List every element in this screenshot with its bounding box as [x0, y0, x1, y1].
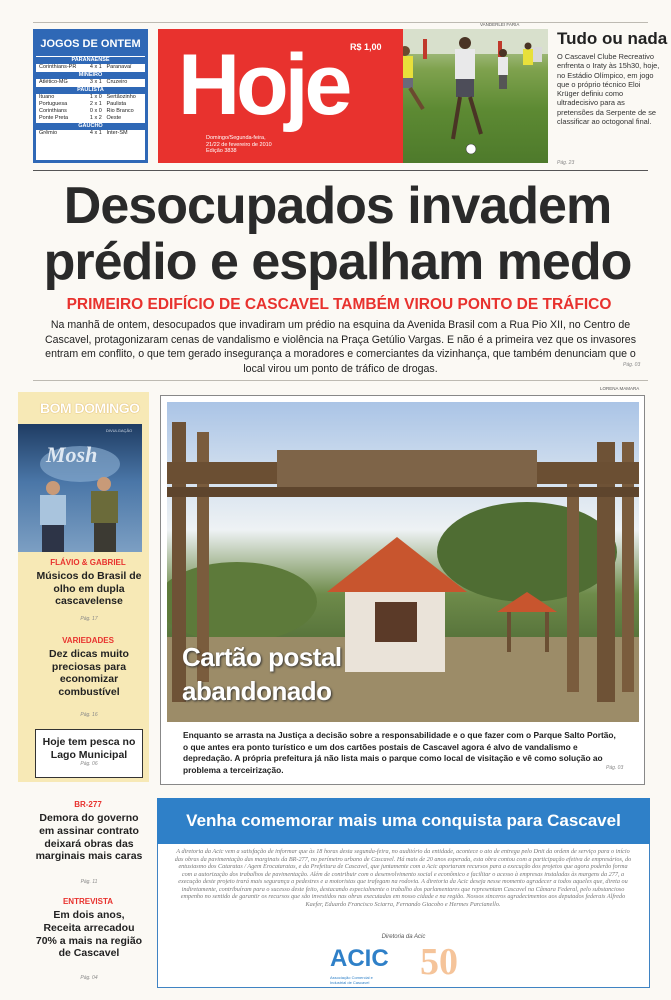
date-line-1: Domingo/Segunda-feira, — [206, 135, 266, 141]
score-row — [36, 101, 145, 108]
scores-group-header: PAULISTA — [36, 87, 145, 94]
score-row — [36, 115, 145, 122]
score-row — [36, 94, 145, 101]
top-rule — [33, 22, 648, 23]
score-row — [36, 130, 145, 137]
main-headline[interactable] — [35, 178, 640, 290]
flavio-ref: Pág. 17 — [80, 616, 98, 622]
entrevista-headline[interactable]: Em dois anos, Receita arrecadou 70% a mais na região de Cascavel — [35, 909, 143, 960]
scores-group-header: GAÚCHO — [36, 123, 145, 130]
score-row — [36, 64, 145, 71]
variedades-ref: Pág. 16 — [80, 712, 98, 718]
scores-title: JOGOS DE ONTEM — [36, 32, 145, 56]
scores-group-header: PARANAENSE — [36, 57, 145, 64]
band-promo-photo[interactable] — [18, 424, 142, 552]
br277-headline[interactable]: Demora do governo em assinar contrato deixará obras das marginais mais caras — [35, 812, 143, 863]
team-name: Cruzeiro — [106, 79, 128, 85]
team-name: Portuguesa — [39, 101, 68, 107]
tudo-page-ref: Pág. 23 — [557, 160, 575, 166]
advert-headline: Venha comemorar mais uma conquista para Cascavel — [157, 798, 650, 844]
anniversary-logo: 50 — [420, 941, 458, 983]
team-name: Rio Branco — [106, 108, 134, 114]
score-row — [36, 79, 145, 86]
promo-credit: DIVULGAÇÃO — [106, 428, 133, 433]
score-result: 0 x 0 — [89, 108, 102, 114]
entrevista-kicker: ENTREVISTA — [62, 897, 114, 906]
edition-date — [206, 135, 272, 155]
br277-kicker: BR-277 — [74, 800, 102, 809]
team-name: Corinthians — [39, 108, 67, 114]
score-result: 2 x 1 — [89, 101, 102, 107]
headline-line-1: Desocupados invadem — [63, 177, 612, 235]
newspaper-logo[interactable]: Hoje — [178, 37, 349, 133]
entrevista-ref: Pág. 04 — [80, 975, 98, 981]
date-line-3: Edição 3838 — [206, 148, 237, 154]
main-page-ref: Pág. 03 — [623, 362, 641, 368]
photo-title-line-1: Cartão postal — [182, 642, 342, 672]
football-photo[interactable] — [403, 29, 548, 163]
acic-logo: ACIC — [330, 945, 389, 972]
team-name: Oeste — [106, 115, 122, 121]
score-result: 4 x 1 — [89, 64, 102, 70]
team-name: Inter-SM — [106, 130, 128, 136]
pesca-headline: Hoje tem pesca no Lago Municipal — [42, 736, 136, 761]
score-result: 1 x 2 — [89, 115, 102, 121]
pesca-box[interactable] — [35, 729, 143, 778]
advert-body: A diretoria da Acic vem a satisfação de informar que às 18 horas desta segunda-feira, no auditório da entidade, acontece o ato de entrega pelo Dnit da ordem de serviço para o início das obras da pavimentação das marginais da BR-277, no perímetro urbano de Cascavel. Há mais de 20 anos esperada, esta obra contou com a participação efetiva de empresários, do entusiasmo dos Cataratas / Agem Erocataratas, e da Prefeitura de Cascavel, que juntamente com a Acic aportaram recursos para a execução dos projetos que agora poderão forma com a autorização dos trabalhos de pavimentação. Além de contribuir com o desenvolvimento social e econômico e facilitar o acesso à empresas instaladas às margens da 277, a execução deste projeto trará mais segurança a pedestres e a motoristas que trafegam na rodovia. A diretoria da Acic deseja nesse momento agradecer a todos aqueles que, direta ou indiretamente, contribuíram para o sucesso deste feito, destacando especialmente o trabalho dos parlamentares que representam Cascavel na Câmara Federal, pelo substancioso empenho no sentido de garantir os recursos que são investidos nas obras executadas em nosso cidade e na região. Nossos sinceros agradecimentos aos deputados federais Alfredo Kaefer, Eduardo Francisco Sciarra, Fernando Giacobo e Hermes Parcianello. — [174, 848, 632, 908]
team-name: Grêmio — [39, 130, 58, 136]
flavio-headline[interactable]: Músicos do Brasil de olho em dupla cascavelense — [36, 570, 142, 607]
main-lead: Na manhã de ontem, desocupados que invadiram um prédio na esquina da Avenida Brasil com a Rua Pio XII, no Centro de Cascavel, protagonizaram cenas de vandalismo e violência na Praça Getúlio Vargas. E não é a primeira vez que os invasores entram em conflito, o que tem gerado insegurança a moradores e comerciantes da vizinhança, que também denunciam que o local virou um ponto de tráfico de drogas. — [44, 319, 636, 375]
main-subhead: PRIMEIRO EDIFÍCIO DE CASCAVEL TAMBÉM VIROU PONTO DE TRÁFICO — [66, 296, 612, 313]
team-name: Paranavaí — [106, 64, 132, 70]
photo-page-ref: Pág. 03 — [606, 765, 624, 771]
advert-signature: Diretoria da Acic — [381, 934, 426, 940]
photo-title-line-2: abandonado — [182, 676, 332, 706]
bom-domingo-title: BOM DOMINGO — [40, 400, 140, 416]
photo-caption: Enquanto se arrasta na Justiça a decisão sobre a responsabilidade e o que fazer com o Parque Salto Portão, o que antes era ponto turístico e um dos cartões postais de Cascavel agora é alvo de vandalismo e depredação. A própria prefeitura já não lista mais o parque como local de visitação e vê como solução ao problema a terceirização. — [183, 730, 616, 775]
acic-sub-2: Industrial de Cascavel — [330, 980, 370, 985]
acic-sub-1: Associação Comercial e — [330, 975, 373, 980]
team-name: Sertãozinho — [106, 94, 136, 100]
score-result: 4 x 1 — [89, 130, 102, 136]
br277-ref: Pág. 11 — [80, 879, 98, 885]
photo-title[interactable] — [182, 640, 342, 708]
team-name: Paulista — [106, 101, 127, 107]
date-line-2: 21/22 de fevereiro de 2010 — [206, 141, 272, 148]
main-photo-credit: LORENA MAMARA — [600, 386, 640, 391]
pesca-ref: Pág. 06 — [80, 761, 98, 767]
acic-logo-subtitle — [330, 975, 373, 985]
tudo-ou-nada-title[interactable]: Tudo ou nada — [557, 29, 668, 48]
variedades-kicker: VARIEDADES — [62, 636, 114, 645]
score-result: 1 x 0 — [89, 94, 102, 100]
photo-credit: VANDERLEI FARIA — [480, 22, 520, 27]
score-row — [36, 108, 145, 115]
headline-line-2: prédio e espalham medo — [43, 233, 632, 291]
team-name: Ituano — [39, 94, 55, 100]
team-name: Atlético-MG — [39, 79, 68, 85]
football-players-image — [403, 29, 548, 163]
scores-group-header: MINEIRO — [36, 72, 145, 79]
flavio-kicker: FLÁVIO & GABRIEL — [50, 558, 126, 567]
variedades-headline[interactable]: Dez dicas muito preciosas para economizar combustível — [49, 648, 129, 698]
price-label: R$ 1,00 — [350, 42, 382, 52]
score-result: 3 x 1 — [89, 79, 102, 85]
masthead-rule — [33, 170, 648, 171]
team-name: Ponte Preta — [39, 115, 69, 121]
scores-list — [36, 57, 145, 137]
promo-logo: Mosh — [46, 442, 98, 467]
section-rule — [33, 380, 648, 381]
team-name: Corinthians-PR — [39, 64, 77, 70]
tudo-ou-nada-text: O Cascavel Clube Recreativo enfrenta o Iraty às 15h30, hoje, no Estádio Olímpico, em jogo que o próprio técnico Eloi Krüger definiu como ultradecisivo para as pretensões da Serpente de se classificar ao octogonal final. — [557, 52, 660, 127]
scores-box — [33, 29, 148, 163]
